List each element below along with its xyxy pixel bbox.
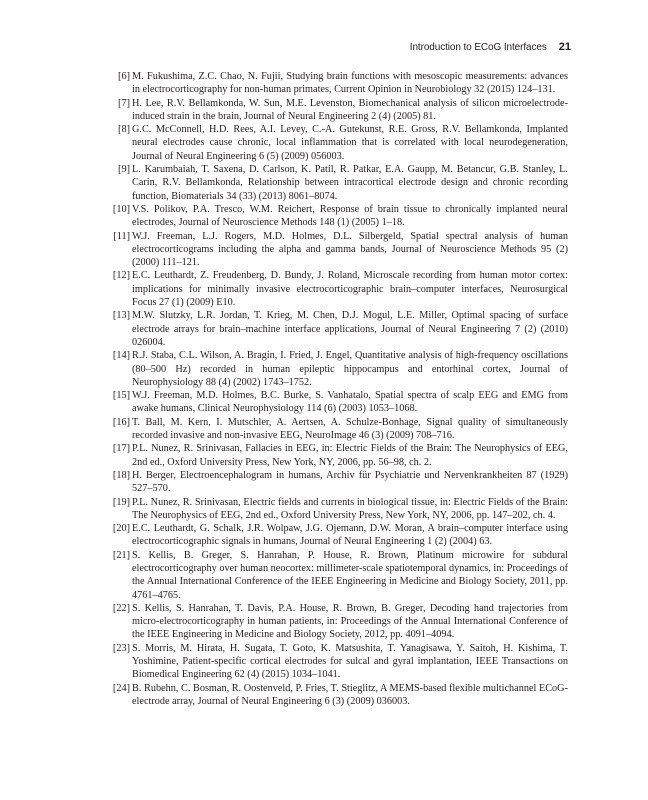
reference-item <box>113 203 568 230</box>
reference-number: [23] <box>112 642 130 654</box>
reference-text: S. Kellis, B. Greger, S. Hanrahan, P. House, R. Brown, Platinum microwire for subdural electrocorticography over human neocortex: millimeter-scale spatiotemporal dynamics, in: Proceedings of the Annual International Conference of the IEEE Engineering in Medicine and Biology Society, 2011, pp. 4761–4765. <box>132 549 568 601</box>
reference-item <box>113 269 568 309</box>
reference-text: H. Lee, R.V. Bellamkonda, W. Sun, M.E. Levenston, Biomechanical analysis of silicon microelectrode-induced strain in the brain, Journal of Neural Engineering 2 (4) (2005) 81. <box>132 97 568 122</box>
reference-number: [22] <box>112 602 130 614</box>
reference-number: [16] <box>112 416 130 428</box>
reference-text: E.C. Leuthardt, Z. Freudenberg, D. Bundy, J. Roland, Microscale recording from human motor cortex: implications for minimally invasive electrocorticographic brain–computer interfaces, Neurosurgical Focus 27 (1) (2009) E10. <box>132 270 568 309</box>
reference-text: B. Rubehn, C. Bosman, R. Oostenveld, P. Fries, T. Stieglitz, A MEMS-based flexible multichannel ECoG-electrode array, Journal of Neural Engineering 6 (3) (2009) 036003. <box>132 682 568 707</box>
reference-text: H. Berger, Electroencephalogram in humans, Archiv für Psychiatrie und Nervenkrankheiten 87 (1929) 527–570. <box>132 469 568 495</box>
page-number: 21 <box>558 41 571 53</box>
reference-list <box>113 70 568 708</box>
reference-number: [12] <box>112 270 130 282</box>
reference-text: T. Ball, M. Kern, I. Mutschler, A. Aertsen, A. Schulze-Bonhage, Signal quality of simultaneously recorded invasive and non-invasive EEG, NeuroImage 46 (3) (2009) 708–716. <box>132 416 568 442</box>
reference-text: S. Morris, M. Hirata, H. Sugata, T. Goto, K. Matsushita, T. Yanagisawa, Y. Saitoh, H. Kishima, T. Yoshimine, Patient-specific cortical electrodes for sulcal and gyral implantation, IEEE Transactions on Biomedical Engineering 62 (4) (2015) 1034–1041. <box>132 642 568 681</box>
reference-item <box>113 642 568 682</box>
reference-item <box>113 123 568 163</box>
reference-text: M. Fukushima, Z.C. Chao, N. Fujii, Studying brain functions with mesoscopic measurements: advances in electrocorticography for non-human primates, Current Opinion in Neurobiology 32 (2015) 124–131. <box>132 71 568 96</box>
reference-number: [21] <box>112 549 130 561</box>
reference-number: [7] <box>118 97 130 109</box>
reference-item <box>113 349 568 389</box>
reference-text: P.L. Nunez, R. Srinivasan, Fallacies in EEG, in: Electric Fields of the Brain: The Neurophysics of EEG, 2nd ed., Oxford University Press, New York, NY, 2006, pp. 56–98, ch. 2. <box>132 443 568 468</box>
reference-number: [19] <box>112 496 130 508</box>
reference-item <box>113 163 568 203</box>
reference-item <box>113 522 568 549</box>
reference-number: [11] <box>113 230 130 242</box>
reference-item <box>113 469 568 496</box>
reference-number: [20] <box>112 523 130 535</box>
reference-number: [14] <box>112 350 130 362</box>
reference-number: [17] <box>112 443 130 455</box>
reference-item <box>113 309 568 349</box>
reference-number: [8] <box>118 124 130 136</box>
reference-text: P.L. Nunez, R. Srinivasan, Electric fields and currents in biological tissue, in: Electric Fields of the Brain: The Neurophysics of EEG, 2nd ed., Oxford University Press, New York, NY, 2006, pp. 147–202, ch. 4. <box>132 496 568 521</box>
running-title: Introduction to ECoG Interfaces <box>409 42 547 53</box>
reference-item <box>113 682 568 709</box>
reference-text: W.J. Freeman, M.D. Holmes, B.C. Burke, S. Vanhatalo, Spatial spectra of scalp EEG and EMG from awake humans, Clinical Neurophysiology 114 (6) (2003) 1053–1068. <box>132 390 568 415</box>
reference-number: [18] <box>112 469 130 481</box>
reference-number: [24] <box>112 682 130 694</box>
reference-text: S. Kellis, S. Hanrahan, T. Davis, P.A. House, R. Brown, B. Greger, Decoding hand trajectories from micro-electrocorticography in human patients, in: Proceedings of the Annual International Conference of the IEEE Engineering in Medicine and Biology Society, 2012, pp. 4091–4094. <box>132 602 568 641</box>
reference-number: [13] <box>112 310 130 322</box>
reference-item <box>113 97 568 124</box>
running-header <box>60 41 571 53</box>
reference-number: [9] <box>118 164 130 176</box>
reference-item <box>113 230 568 270</box>
reference-item <box>113 549 568 602</box>
reference-text: L. Karumbaiah, T. Saxena, D. Carlson, K. Patil, R. Patkar, E.A. Gaupp, M. Betancur, G.B. Stanley, L. Carin, R.V. Bellamkonda, Relationship between intracortical electrode design and chronic recording function, Biomaterials 34 (33) (2013) 8061–8074. <box>132 164 568 202</box>
reference-text: R.J. Staba, C.L. Wilson, A. Bragin, I. Fried, J. Engel, Quantitative analysis of high-frequency oscillations (80–500 Hz) recorded in human epileptic hippocampus and entorhinal cortex, Journal of Neurophysiology 88 (4) (2002) 1743–1752. <box>132 350 568 388</box>
reference-number: [6] <box>118 71 130 82</box>
reference-number: [15] <box>112 390 130 402</box>
reference-item <box>113 389 568 416</box>
reference-number: [10] <box>112 203 130 215</box>
reference-item <box>113 416 568 443</box>
reference-text: M.W. Slutzky, L.R. Jordan, T. Krieg, M. Chen, D.J. Mogul, L.E. Miller, Optimal spacing of surface electrode arrays for brain–machine interface applications, Journal of Neural Engineering 7 (2) (2010) 026004. <box>132 310 568 348</box>
reference-item <box>113 442 568 469</box>
reference-text: V.S. Polikov, P.A. Tresco, W.M. Reichert, Response of brain tissue to chronically implanted neural electrodes, Journal of Neuroscience Methods 148 (1) (2005) 1–18. <box>132 203 568 229</box>
reference-text: G.C. McConnell, H.D. Rees, A.I. Levey, C.-A. Gutekunst, R.E. Gross, R.V. Bellamkonda, Implanted neural electrodes cause chronic, local inflammation that is correlated with local neurodegeneration, Journal of Neural Engineering 6 (5) (2009) 056003. <box>132 124 568 162</box>
reference-item <box>113 602 568 642</box>
reference-text: E.C. Leuthardt, G. Schalk, J.R. Wolpaw, J.G. Ojemann, D.W. Moran, A brain–computer interface using electrocorticographic signals in humans, Journal of Neural Engineering 1 (2) (2004) 63. <box>132 523 568 548</box>
reference-item <box>113 70 568 97</box>
reference-text: W.J. Freeman, L.J. Rogers, M.D. Holmes, D.L. Silbergeld, Spatial spectral analysis of human electrocorticograms including the alpha and gamma bands, Journal of Neuroscience Methods 95 (2) (2000) 111–121. <box>132 230 568 269</box>
reference-item <box>113 496 568 523</box>
